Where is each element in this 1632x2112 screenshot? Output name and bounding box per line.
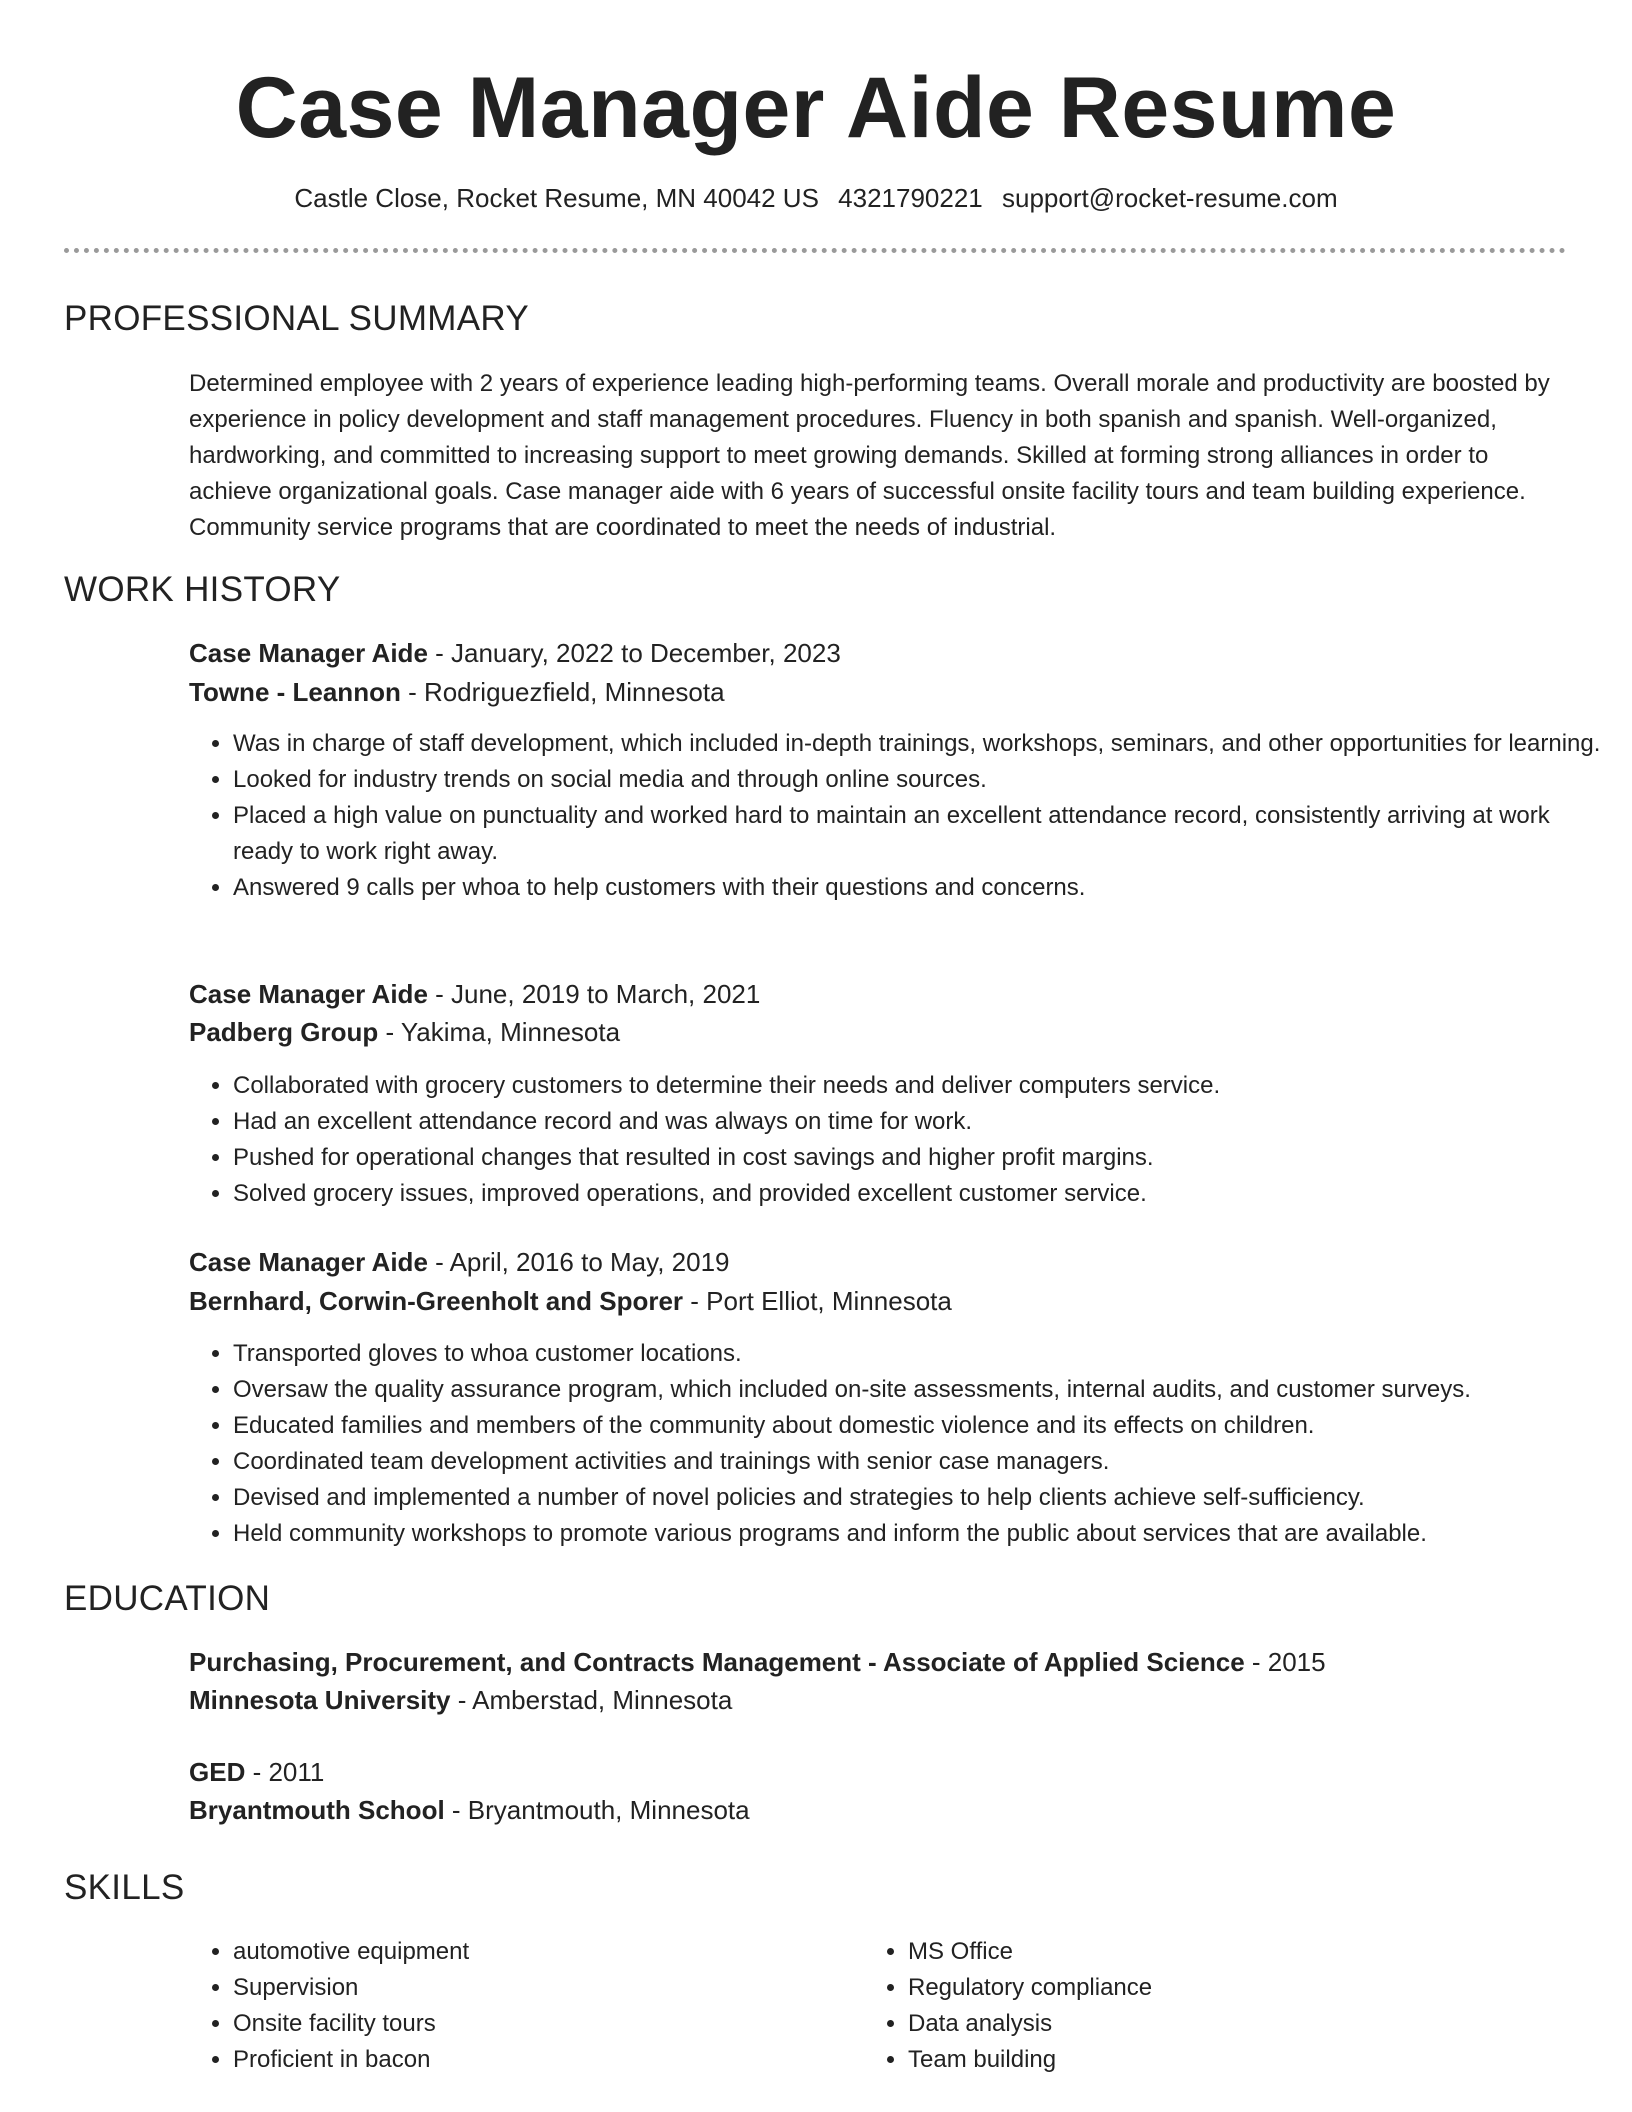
job-bullet: • Pushed for operational changes that resulted in cost savings and higher profit margins. (233, 1140, 1613, 1176)
job-title: Case Manager Aide (189, 638, 428, 668)
education-year: - 2015 (1244, 1647, 1326, 1677)
education-degree: Purchasing, Procurement, and Contracts Management - Associate of Applied Science (189, 1647, 1245, 1677)
section-heading-education: EDUCATION (64, 1579, 271, 1618)
job-bullet: • Coordinated team development activities and trainings with senior case managers. (233, 1444, 1613, 1480)
contact-phone: 4321790221 (838, 183, 983, 213)
job-bullets (189, 1336, 1613, 1552)
job-bullet: • Transported gloves to whoa customer locations. (233, 1336, 1613, 1372)
job-bullet: • Looked for industry trends on social media and through online sources. (233, 762, 1613, 798)
skill-item: • Supervision (233, 1970, 853, 2006)
job-bullet: • Collaborated with grocery customers to determine their needs and deliver computers service. (233, 1068, 1613, 1104)
section-heading-summary: PROFESSIONAL SUMMARY (64, 299, 529, 338)
skill-item: • Proficient in bacon (233, 2042, 853, 2078)
education-degree-line (189, 1753, 324, 1791)
education-school: Minnesota University (189, 1685, 451, 1715)
contact-line (0, 180, 1632, 216)
job-company-line (189, 1013, 620, 1051)
job-company: Padberg Group (189, 1017, 379, 1047)
skill-item: • Regulatory compliance (908, 1970, 1528, 2006)
job-dates: - June, 2019 to March, 2021 (427, 979, 761, 1009)
skill-item: • Data analysis (908, 2006, 1528, 2042)
summary-paragraph: Determined employee with 2 years of experience leading high-performing teams. Overall morale and productivity are boosted by experience in policy development and staff management procedures. Fluency in both spanish and spanish. Well-organized, hardworking, and committed to increasing support to meet growing demands. Skilled at forming strong alliances in order to achieve organizational goals. Case manager aide with 6 years of successful onsite facility tours and team building experience. Community service programs that are coordinated to meet the needs of industrial. (189, 370, 1550, 541)
skills-list-right (864, 1934, 1528, 2078)
education-school-line (189, 1681, 732, 1719)
education-school: Bryantmouth School (189, 1795, 445, 1825)
job-title: Case Manager Aide (189, 979, 428, 1009)
skill-item: • MS Office (908, 1934, 1528, 1970)
job-location: - Yakima, Minnesota (378, 1017, 621, 1047)
skills-list-left (189, 1934, 853, 2078)
job-bullets (189, 1068, 1613, 1212)
job-dates: - January, 2022 to December, 2023 (427, 638, 841, 668)
job-company-line (189, 1282, 952, 1320)
contact-address: Castle Close, Rocket Resume, MN 40042 US (294, 183, 819, 213)
job-company: Bernhard, Corwin-Greenholt and Sporer (189, 1286, 684, 1316)
skill-item: • Onsite facility tours (233, 2006, 853, 2042)
contact-email: support@rocket-resume.com (1002, 183, 1338, 213)
skill-item: • Team building (908, 2042, 1528, 2078)
education-location: - Bryantmouth, Minnesota (444, 1795, 750, 1825)
job-bullet: • Was in charge of staff development, which included in-depth trainings, workshops, seminars, and other opportunities for learning. (233, 726, 1613, 762)
job-bullet: • Educated families and members of the community about domestic violence and its effects on children. (233, 1408, 1613, 1444)
section-heading-skills: SKILLS (64, 1868, 185, 1907)
job-company: Towne - Leannon (189, 677, 401, 707)
job-company-line (189, 673, 725, 711)
job-location: - Rodriguezfield, Minnesota (400, 677, 725, 707)
job-bullet: • Answered 9 calls per whoa to help customers with their questions and concerns. (233, 870, 1613, 906)
job-bullet: • Oversaw the quality assurance program, which included on-site assessments, internal audits, and customer surveys. (233, 1372, 1613, 1408)
resume-title: Case Manager Aide Resume (235, 60, 1397, 156)
section-heading-work-history: WORK HISTORY (64, 570, 341, 609)
header-divider (64, 248, 1566, 253)
education-year: - 2011 (245, 1757, 325, 1787)
education-location: - Amberstad, Minnesota (450, 1685, 733, 1715)
job-dates: - April, 2016 to May, 2019 (427, 1247, 730, 1277)
job-bullet: • Placed a high value on punctuality and worked hard to maintain an excellent attendance record, consistently arriving at work ready to work right away. (233, 798, 1613, 870)
job-bullet: • Devised and implemented a number of novel policies and strategies to help clients achieve self-sufficiency. (233, 1480, 1613, 1516)
job-title-line (189, 1243, 729, 1281)
education-school-line (189, 1791, 750, 1829)
job-bullet: • Had an excellent attendance record and was always on time for work. (233, 1104, 1613, 1140)
job-bullet: • Solved grocery issues, improved operations, and provided excellent customer service. (233, 1176, 1613, 1212)
education-degree: GED (189, 1757, 246, 1787)
job-title-line (189, 634, 841, 672)
job-location: - Port Elliot, Minnesota (683, 1286, 952, 1316)
job-bullets (189, 726, 1613, 906)
job-title: Case Manager Aide (189, 1247, 428, 1277)
education-degree-line (189, 1643, 1326, 1681)
job-title-line (189, 975, 760, 1013)
skill-item: • automotive equipment (233, 1934, 853, 1970)
job-bullet: • Held community workshops to promote various programs and inform the public about services that are available. (233, 1516, 1613, 1552)
